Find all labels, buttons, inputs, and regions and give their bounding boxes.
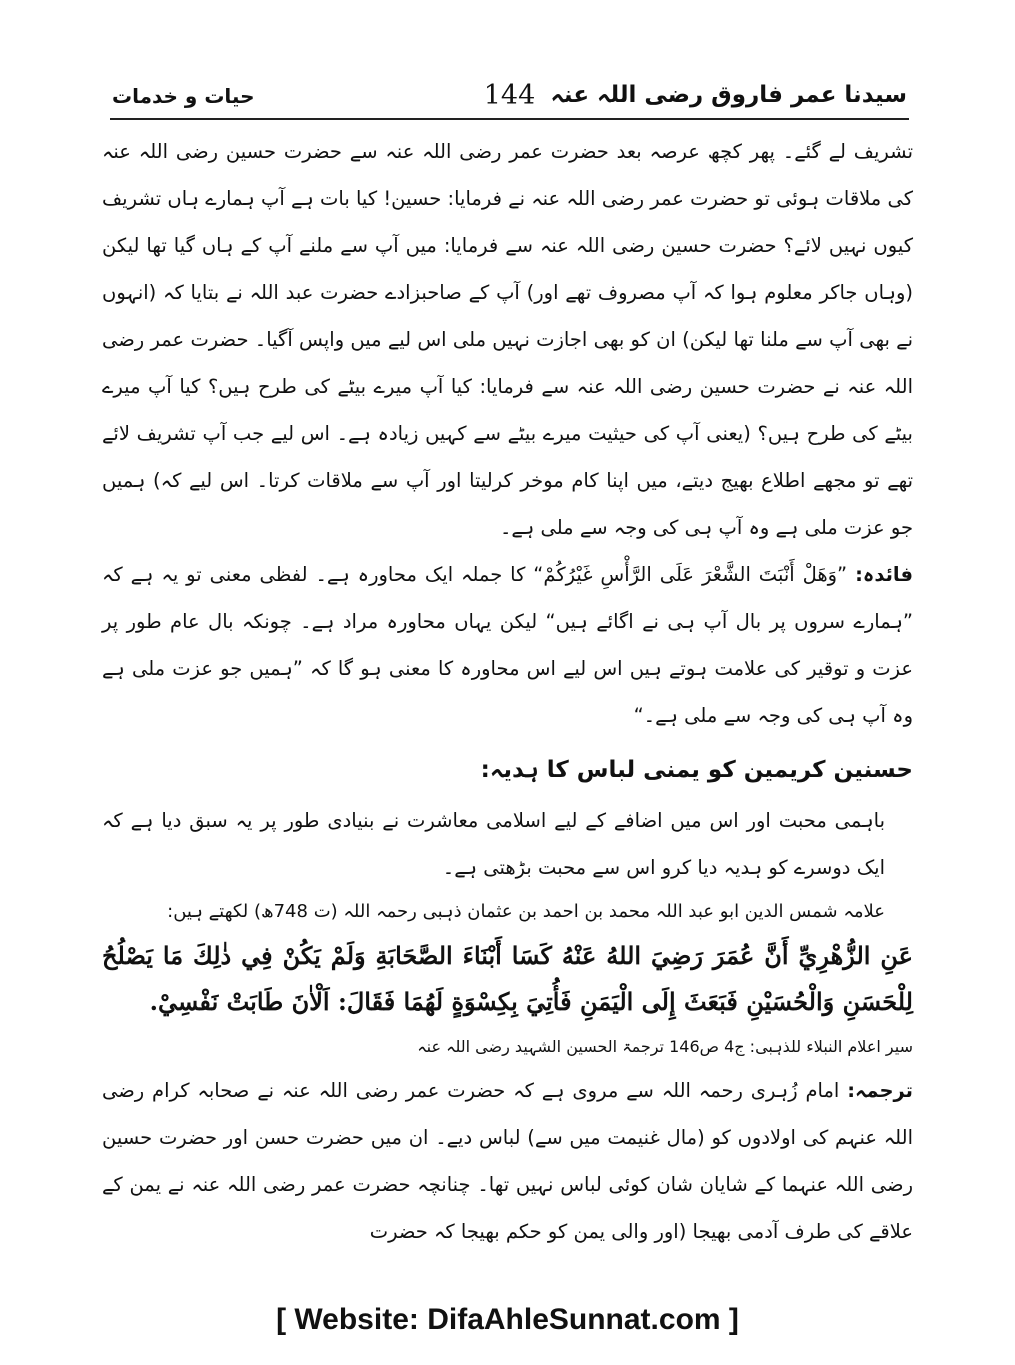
- book-title: سیدنا عمر فاروق رضی اللہ عنہ: [550, 82, 907, 108]
- page-body: [102, 128, 913, 1255]
- translation-paragraph: [102, 1067, 913, 1255]
- running-header: [112, 78, 907, 118]
- paragraph-2: باہمی محبت اور اس میں اضافے کے لیے اسلامی معاشرت نے بنیادی طور پر یہ سبق دیا ہے کہ ایک دوسرے کو ہدیہ دیا کرو اس سے محبت بڑھتی ہے۔: [102, 809, 885, 879]
- page-number: 144: [483, 80, 536, 111]
- fawaid-text: ”وَهَلْ أَنْبَتَ الشَّعْرَ عَلَى الرَّأْسِ غَيْرُكُمْ“ کا جملہ ایک محاورہ ہے۔ لفظی معنی تو یہ ہے کہ ”ہمارے سروں پر بال آپ ہی نے اگائے ہیں“ لیکن یہاں محاورہ مراد ہے۔ چونکہ بال عام طور پر عزت و توقیر کی علامت ہوتے ہیں اس لیے اس محاورہ کا معنی ہو گا کہ ”ہمیں جو عزت ملی ہے وہ آپ ہی کی وجہ سے ملی ہے۔“: [102, 563, 913, 727]
- translation-text: امام زُہری رحمہ اللہ سے مروی ہے کہ حضرت عمر رضی اللہ عنہ نے صحابہ کرام رضی اللہ عنہم کی اولادوں کو (مال غنیمت میں سے) لباس دیے۔ ان میں حضرت حسن اور حضرت حسین رضی اللہ عنہما کے شایان شان کوئی لباس نہیں تھا۔ چنانچہ حضرت عمر رضی اللہ عنہ نے یمن کے علاقے کی طرف آدمی بھیجا (اور والی یمن کو حکم بھیجا کہ حضرت: [102, 1079, 913, 1243]
- quote-intro: علامہ شمس الدین ابو عبد اللہ محمد بن احمد بن عثمان ذہبی رحمہ اللہ (ت 748ھ) لکھتے ہیں:: [167, 901, 885, 922]
- fawaid-paragraph: [102, 551, 913, 739]
- translation-label: ترجمہ:: [847, 1079, 913, 1102]
- fawaid-label: فائدہ:: [855, 563, 913, 586]
- arabic-quote: عَنِ الزُّهْرِيِّ أَنَّ عُمَرَ رَضِيَ اللهُ عَنْهُ كَسَا أَبْنَاءَ الصَّحَابَةِ وَلَمْ يَكُنْ فِي ذٰلِكَ مَا يَصْلُحُ لِلْحَسَنِ وَالْحُسَيْنِ فَبَعَثَ إِلَى الْيَمَنِ فَأُتِيَ بِكِسْوَةٍ لَهُمَا فَقَالَ: اَلْاٰنَ طَابَتْ نَفْسِيْ.: [102, 941, 913, 1016]
- header-rule: [110, 118, 909, 120]
- section-title: حیات و خدمات: [112, 84, 255, 108]
- website-footer: [ Website: DifaAhleSunnat.com ]: [276, 1303, 739, 1336]
- source-citation: سیر اعلام النبلاء للذہبی: ج4 ص146 ترجمۃ الحسین الشہید رضی اللہ عنہ: [417, 1037, 913, 1056]
- section-heading: حسنین کریمین کو یمنی لباس کا ہدیہ:: [480, 757, 913, 783]
- paragraph-1: تشریف لے گئے۔ پھر کچھ عرصہ بعد حضرت عمر رضی اللہ عنہ سے حضرت حسین رضی اللہ عنہ کی ملاقات ہوئی تو حضرت عمر رضی اللہ عنہ نے فرمایا: حسین! کیا بات ہے آپ ہمارے ہاں تشریف کیوں نہیں لائے؟ حضرت حسین رضی اللہ عنہ سے فرمایا: میں آپ سے ملنے آپ کے ہاں گیا تھا لیکن (وہاں جاکر معلوم ہوا کہ آپ مصروف تھے اور) آپ کے صاحبزادے حضرت عبد اللہ نے بتایا کہ (انہوں نے بھی آپ سے ملنا تھا لیکن) ان کو بھی اجازت نہیں ملی اس لیے میں واپس آگیا۔ حضرت عمر رضی اللہ عنہ نے حضرت حسین رضی اللہ عنہ سے فرمایا: کیا آپ میرے بیٹے کی طرح ہیں؟ کیا آپ میرے بیٹے کی طرح ہیں؟ (یعنی آپ کی حیثیت میرے بیٹے سے کہیں زیادہ ہے۔ اس لیے جب آپ تشریف لائے تھے تو مجھے اطلاع بھیج دیتے، میں اپنا کام موخر کرلیتا اور آپ سے ملاقات کرتا۔ اس لیے کہ) ہمیں جو عزت ملی ہے وہ آپ ہی کی وجہ سے ملی ہے۔: [102, 140, 913, 539]
